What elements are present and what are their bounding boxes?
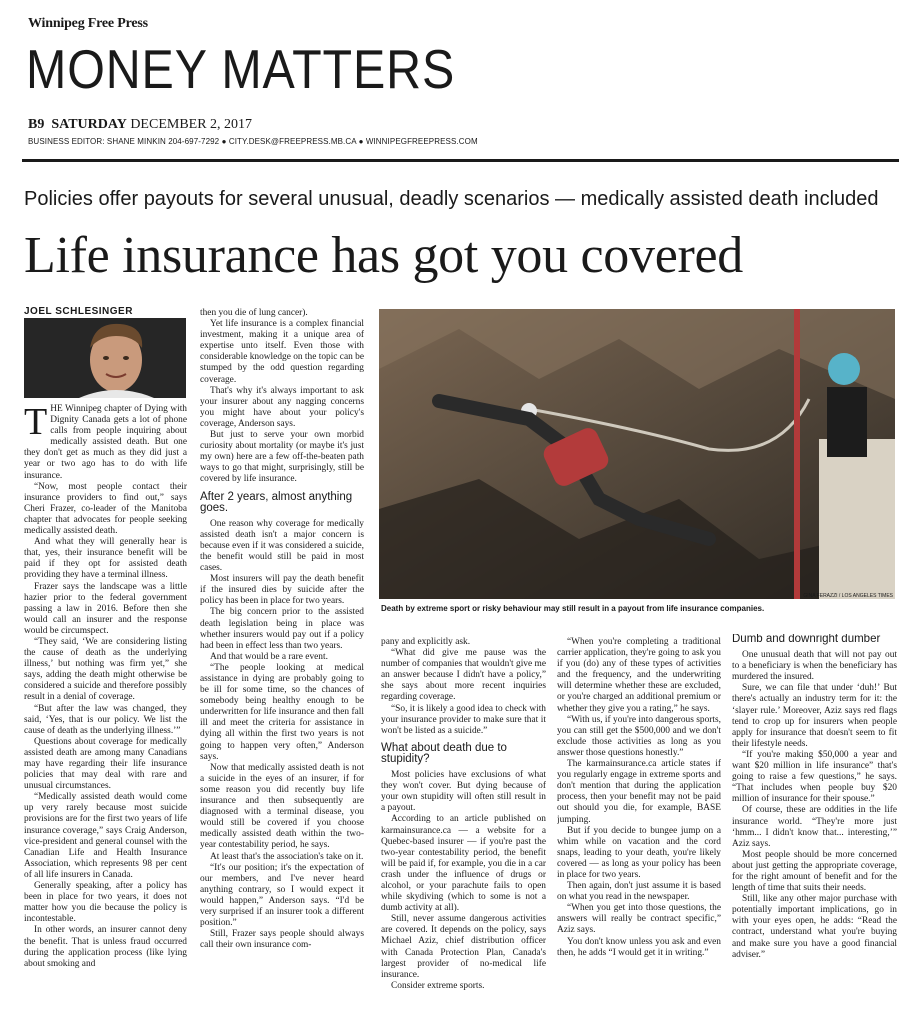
editor-contact: BUSINESS EDITOR: SHANE MINKIN 204-697-7292 [28,137,220,146]
bungee-photo [379,309,895,599]
paragraph: “It's our position; it's the expectation of our members, and I've never heard anything contrary, so I would expect it would happen,” Anderson says. “I'd be very surprised if an insurer took a different position.” [200,862,364,929]
article-column-1 [24,404,187,1016]
paragraph: Most people should be more concerned about just getting the appropriate coverage, for the right amount of benefit and for the length of time that suits their needs. [732,849,897,894]
paragraph: Yet life insurance is a complex financial investment, making it a unique area of expertise unto itself. Even those with considerable knowledge on the topic can be stumped by the odd question regarding coverage. [200,319,364,385]
paragraph: At least that's the association's take on it. [210,851,364,862]
paragraph: In other words, an insurer cannot deny the benefit. That is unless fraud occurred during the application process (like lying about smoking and [24,925,187,969]
contact-line [28,137,478,146]
paragraph: “So, it is likely a good idea to check with your insurance provider to make sure that it won't be listed as a suicide.” [381,703,546,736]
masthead-rule [22,159,899,162]
subhead: What about death due to stupidity? [381,741,507,765]
headline: Life insurance has got you covered [24,227,743,284]
page-date: DECEMBER 2, 2017 [130,117,253,132]
paragraph: “Now, most people contact their insurance providers to find out,” says Cheri Frazer, co-leader of the Manitoba chapter that advocates for people seeking medically assisted death. [24,481,187,537]
web-contact: WINNIPEGFREEPRESS.COM [365,137,478,146]
email-contact: CITY.DESK@FREEPRESS.MB.CA [228,137,357,146]
paragraph: “But after the law was changed, they said, ‘Yes, that is our policy. We list the cause of death as the underlying illness.’” [24,703,187,736]
lead-text: HE Winnipeg chapter of Dying with Dignity Canada gets a lot of phone calls from people inquiring about medically assisted death. But one they don't get as much as they did just a year or two ago has to do with life insurance. [24,404,187,481]
paragraph: Sure, we can file that under ‘duh!’ But there's actually an industry term for it: the ‘slayer rule.’ Moreover, Aziz says red flags tend to crop up for insurers when people apply for insurance that doesn't seem to fit their lifestyle needs. [732,683,897,749]
paragraph: “When you're completing a traditional carrier application, they're going to ask you if you (do) any of these types of activities and the frequency, and the underwriting will determine whether these are excluded, or you're charged an additional premium or whether they give you a rating,” he says. [557,637,721,714]
paragraph: Most policies have exclusions of what they won't cover. But dying because of your own stupidity will often still result in a payout. [381,770,546,814]
newspaper-name: Winnipeg Free Press [28,16,148,31]
paragraph: You don't know unless you ask and even then, he adds “I would get it in writing.” [557,936,721,958]
paragraph: Generally speaking, after a policy has been in place for two years, it does not matter how you die because the policy is incontestable. [24,881,187,925]
page-day: SATURDAY [51,117,127,132]
paragraph: Then again, don't just assume it is based on what you read in the newspaper. [557,881,721,903]
paragraph: “They said, ‘We are considering listing the cause of death as the underlying illness,’ but nothing was firm yet,” she says, adding the death might otherwise be considered a suicide and therefore possibly result in a denial of coverage. [24,636,187,703]
paragraph: According to an article published on karmainsurance.ca — a website for a Quebec-based insurer — if you're past the two-year contestability period, the benefit will be paid if, for example, you die in a car crash under the influence of drugs or alcohol, or your parachute fails to open while skydiving (which to some is not a dumb activity at all). [381,814,546,914]
paragraph: One unusual death that will not pay out to a beneficiary is when the beneficiary has murdered the insured. [732,650,897,683]
author-portrait-graphic [24,318,186,398]
paragraph: Still, Frazer says people should always call their own insurance com- [200,929,364,951]
article-column-4 [557,637,721,1016]
paragraph: “If you're making $50,000 a year and want $20 million in life insurance” that's going to raise a few questions,” he says. “That includes when people buy $20 million of insurance for their spouse.” [732,749,897,805]
subhead: Dumb and downright dumber [732,634,881,645]
article-column-3 [381,637,546,1016]
paragraph: Now that medically assisted death is not a suicide in the eyes of an insurer, if for some reason you did recently buy life insurance and then subsequently are diagnosed with a terminal disease, you would still be covered if you choose medically assisted death within the two-year contestability period, he says. [200,762,364,851]
paragraph: The karmainsurance.ca article states if you regularly engage in extreme sports and don't mention that during the application process, then your benefit may not be paid out should you die, for example, BASE jumping. [557,759,721,825]
paragraph: That's why it's always important to ask your insurer about any nagging concerns you might have about your policy's coverage, Anderson says. [200,385,364,429]
paragraph: But just to serve your own morbid curiosity about mortality (or maybe it's just my own) here are a few off-the-beaten path ways to go that might, surprisingly, still be covered by life insurance. [200,430,364,485]
paragraph: “When you get into those questions, the answers will really be contract specific,” Aziz says. [557,903,721,936]
page-number: B9 [28,117,45,132]
paragraph: One reason why coverage for medically assisted death isn't a major concern is because even if it was considered a suicide, the benefit would still be paid in most cases. [200,518,364,574]
separator-dot: ● [221,137,229,146]
separator-dot: ● [358,137,366,146]
paragraph: Consider extreme sports. [391,980,485,991]
folio-line [28,117,252,133]
paragraph: then you die of lung cancer). [200,308,308,318]
paragraph: Frazer says the landscape was a little hazier prior to the federal government passing a law in 2016. Before then she would call an insurer and the response would be circumspect. [24,581,187,636]
article-column-2 [200,308,364,1016]
paragraph: Most insurers will pay the death benefit if the insured dies by suicide after the policy has been in place for two years. [200,574,364,607]
article-column-5 [732,634,897,1016]
paragraph: The big concern prior to the assisted death legislation being in place was whether insurers would pay out if a policy had been in effect less than two years. [200,607,364,651]
paragraph: pany and explicitly ask. [381,637,471,647]
drop-cap: T [24,404,48,443]
section-title: MONEY MATTERS [26,38,456,100]
paragraph: “With us, if you're into dangerous sports, you can still get the $500,000 and we don't exclude those activities as long as you answer those questions honestly.” [557,714,721,758]
paragraph: “The people looking at medical assistance in dying are probably going to be ill for some time, so the chances of somebody being healthy enough to be underwritten for life insurance and then fall ill and meet the criteria for assistance in dying all within the first two years is not going to happen very often,” Anderson says. [200,662,364,762]
byline: JOEL SCHLESINGER [24,306,133,317]
paragraph: Of course, these are oddities in the life insurance world. “They're more just ‘hmm... I didn't know that... interesting,’” Aziz says. [732,805,897,849]
paragraph: “What did give me pause was the number of companies that wouldn't give me an answer because I didn't have a policy,” she says about more recent inquiries regarding coverage. [381,648,546,703]
paragraph: Still, like any other major purchase with potentially important implications, go in with your eyes open, he adds: “Read the contract, understand what you're buying and make sure you have a good financial adviser.” [732,894,897,960]
photo-caption: Death by extreme sport or risky behaviour may still result in a payout from life insurance companies. [381,604,765,613]
subhead: After 2 years, almost anything goes. [200,490,353,514]
deck: Policies offer payouts for several unusual, deadly scenarios — medically assisted death included [24,188,879,210]
paragraph: And what they will generally hear is that, yes, their insurance benefit will be paid if they opt for assisted death providing they have a terminal illness. [24,537,187,581]
paragraph: “Medically assisted death would come up very rarely because most suicide provisions are for the first two years of life insurance coverage,” says Craig Anderson, vice-president and general counsel with the Canadian Life and Health Insurance Association, which represents 98 per cent of all life insurers in Canada. [24,792,187,880]
paragraph: And that would be a rare event. [210,651,328,662]
paragraph [24,404,187,482]
bungee-jump-graphic [379,309,895,599]
paragraph: But if you decide to bungee jump on a whim while on vacation and the cord snaps, leading to your death, you're likely covered — as long as your policy has been in place for two years. [557,825,721,880]
paragraph: Still, never assume dangerous activities are covered. It depends on the policy, says Michael Aziz, chief distribution officer with Canada Protection Plan, Canada's largest provider of no-medical life insurance. [381,914,546,980]
paragraph: Questions about coverage for medically assisted death are among many Canadians may have regarding their life insurance policies that may deal with rare and unusual circumstances. [24,736,187,792]
author-photo [24,318,186,398]
photo-credit: GINA FERAZZI / LOS ANGELES TIMES [803,593,893,599]
